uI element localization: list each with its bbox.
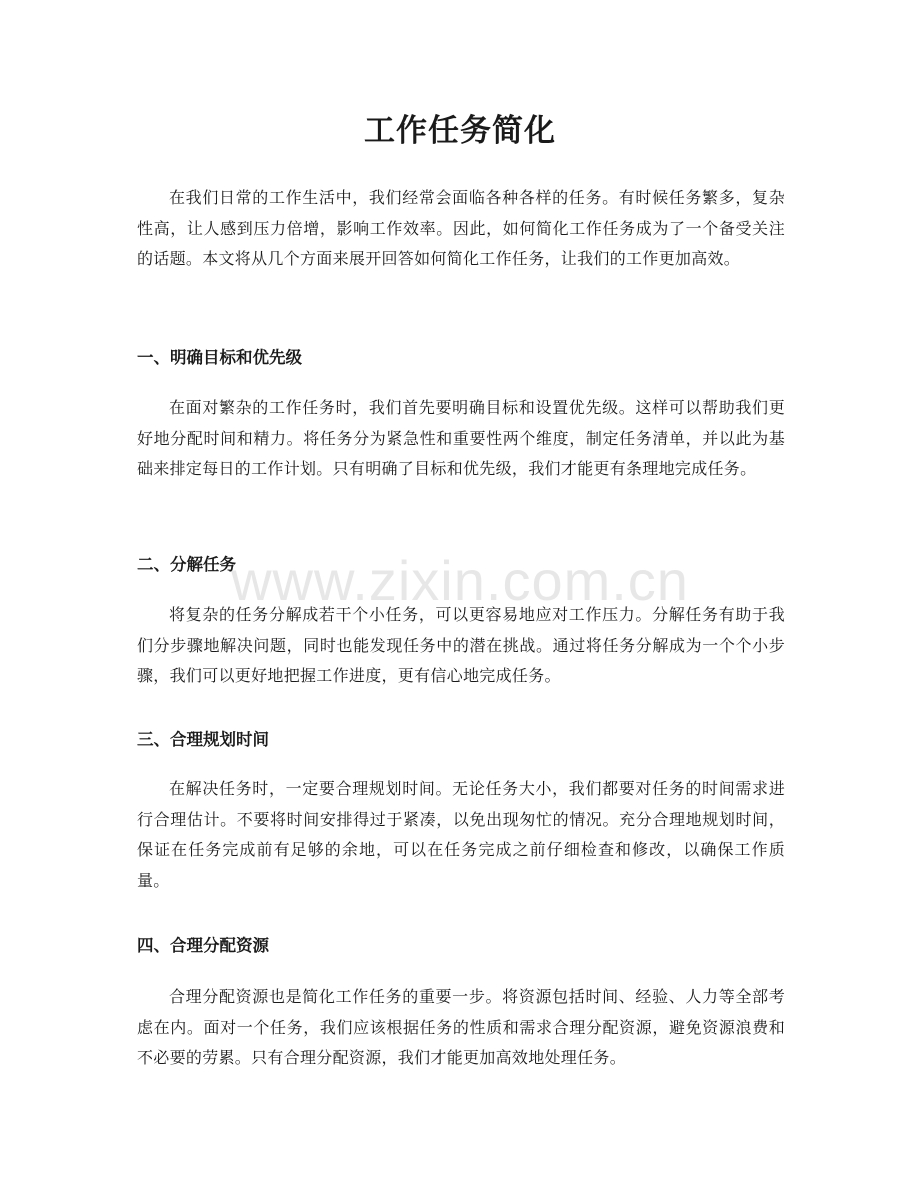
section-heading-3: 三、合理规划时间 [137, 730, 269, 749]
intro-paragraph: 在我们日常的工作生活中，我们经常会面临各种各样的任务。有时候任务繁多，复杂性高，让人感到压力倍增，影响工作效率。因此，如何简化工作任务成为了一个备受关注的话题。本文将从几个方面来展开回答如何简化工作任务，让我们的工作更加高效。 [137, 188, 785, 268]
watermark: www.zixin.com.cn [231, 549, 689, 612]
section-body-3: 在解决任务时，一定要合理规划时间。无论任务大小，我们都要对任务的时间需求进行合理估计。不要将时间安排得过于紧凑，以免出现匆忙的情况。充分合理地规划时间，保证在任务完成前有足够的余地，可以在任务完成之前仔细检查和修改，以确保工作质量。 [137, 779, 785, 890]
section-heading-1: 一、明确目标和优先级 [137, 348, 302, 367]
section-body-2: 将复杂的任务分解成若干个小任务，可以更容易地应对工作压力。分解任务有助于我们分步骤地解决问题，同时也能发现任务中的潜在挑战。通过将任务分解成为一个个小步骤，我们可以更好地把握工作进度，更有信心地完成任务。 [137, 605, 785, 685]
section-heading-2: 二、分解任务 [137, 555, 236, 574]
section-heading-4: 四、合理分配资源 [137, 936, 269, 955]
section-body-4: 合理分配资源也是简化工作任务的重要一步。将资源包括时间、经验、人力等全部考虑在内。面对一个任务，我们应该根据任务的性质和需求合理分配资源，避免资源浪费和不必要的劳累。只有合理分配资源，我们才能更加高效地处理任务。 [137, 987, 785, 1067]
section-body-1: 在面对繁杂的工作任务时，我们首先要明确目标和设置优先级。这样可以帮助我们更好地分配时间和精力。将任务分为紧急性和重要性两个维度，制定任务清单，并以此为基础来排定每日的工作计划。只有明确了目标和优先级，我们才能更有条理地完成任务。 [137, 398, 785, 478]
page-title: 工作任务简化 [364, 113, 556, 149]
